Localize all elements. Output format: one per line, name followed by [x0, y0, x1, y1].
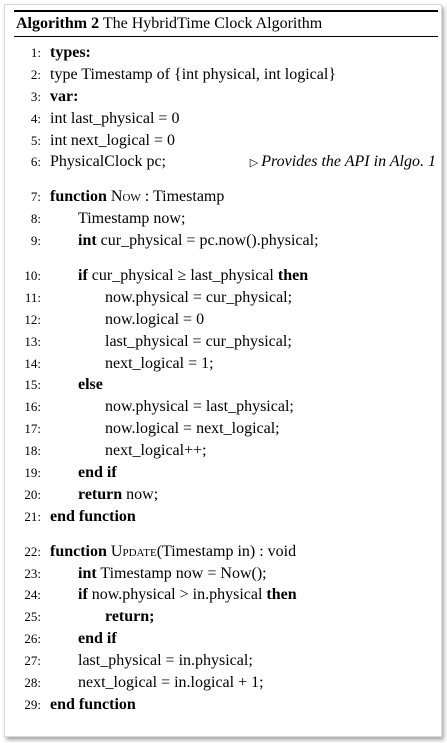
keyword: return [78, 485, 123, 503]
line-number: 18: [24, 443, 41, 459]
code-line [14, 130, 438, 152]
line-number: 25: [24, 609, 41, 625]
pseudocode-body [14, 42, 438, 716]
code-line [14, 42, 438, 64]
code-token: cur_physical ≥ last_physical [87, 267, 278, 285]
code-line [14, 506, 438, 528]
code-token: last_physical = in.physical; [78, 652, 253, 670]
code-text [78, 563, 267, 585]
keyword: int [78, 232, 97, 250]
line-number: 4: [30, 110, 41, 126]
algorithm-label: Algorithm 2 [16, 15, 100, 32]
code-token: next_logical++; [105, 442, 207, 460]
code-comment [250, 151, 436, 175]
code-line [14, 86, 438, 108]
line-number: 14: [24, 355, 41, 371]
keyword: function [50, 542, 111, 560]
keyword: end if [78, 630, 117, 648]
code-token: last_physical = cur_physical; [105, 332, 292, 350]
code-token: next_logical = 1; [105, 354, 214, 372]
code-token: Timestamp now; [78, 210, 186, 228]
keyword: types: [50, 44, 91, 61]
code-line [14, 374, 438, 396]
code-line [14, 628, 438, 650]
line-number: 3: [30, 88, 41, 104]
code-line [14, 484, 438, 506]
code-text [105, 440, 207, 462]
code-line [14, 440, 438, 462]
algorithm-box [14, 10, 438, 716]
code-line [14, 151, 438, 173]
keyword: end if [78, 464, 117, 482]
line-number: 27: [24, 653, 41, 669]
code-line [14, 64, 438, 86]
code-token: next_logical = in.logical + 1; [78, 674, 264, 692]
code-line [14, 418, 438, 440]
line-number: 2: [30, 66, 41, 82]
code-token: now.physical > in.physical [87, 586, 267, 604]
code-text [50, 541, 296, 563]
algorithm-figure [4, 4, 442, 737]
code-token: (Timestamp in) : void [156, 542, 297, 560]
keyword: int [78, 564, 97, 582]
line-number: 9: [30, 233, 41, 249]
code-text [50, 86, 78, 108]
code-text [50, 130, 175, 152]
code-token: PhysicalClock pc; [50, 153, 166, 171]
code-line [14, 541, 438, 563]
comment-triangle-icon: ▷ [249, 157, 259, 170]
keyword: then [266, 586, 297, 604]
code-line [14, 108, 438, 130]
code-token: int last_physical = 0 [50, 109, 180, 127]
code-text [50, 151, 166, 173]
line-number: 17: [24, 421, 41, 437]
line-number: 5: [30, 132, 41, 148]
code-line [14, 265, 438, 287]
line-number: 22: [24, 543, 41, 559]
line-number: 19: [24, 465, 41, 481]
line-number: 23: [24, 565, 41, 581]
algorithm-header [14, 10, 438, 37]
line-number: 20: [24, 486, 41, 502]
algorithm-title: The HybridTime Clock Algorithm [102, 15, 323, 32]
code-line [14, 230, 438, 252]
code-line [14, 650, 438, 672]
comment-text: Provides the API in Algo. 1 [261, 153, 436, 171]
code-token: now.logical = next_logical; [105, 420, 280, 438]
line-number: 29: [24, 696, 41, 712]
code-text [50, 186, 224, 208]
keyword: then [277, 267, 309, 285]
code-line [14, 606, 438, 628]
code-text [78, 462, 117, 484]
code-token: now.physical = cur_physical; [105, 288, 293, 306]
code-line [14, 353, 438, 375]
code-token: int next_logical = 0 [50, 131, 175, 149]
code-token: now; [122, 485, 159, 503]
code-line [14, 331, 438, 353]
code-line [14, 186, 438, 208]
code-text [78, 484, 158, 506]
code-token: now.physical = last_physical; [105, 398, 294, 416]
code-text [50, 108, 179, 130]
line-number: 6: [30, 154, 41, 170]
code-text [105, 287, 292, 309]
code-text [78, 208, 185, 230]
code-line [14, 672, 438, 694]
line-number: 26: [24, 631, 41, 647]
keyword: end function [50, 507, 136, 525]
keyword: end function [50, 695, 136, 713]
code-text [105, 606, 154, 628]
code-text [105, 331, 292, 353]
code-line [14, 208, 438, 230]
code-line [14, 462, 438, 484]
line-number: 12: [24, 311, 41, 327]
code-line [14, 584, 438, 606]
code-line [14, 309, 438, 331]
code-text [50, 64, 336, 86]
line-number: 15: [24, 377, 41, 393]
keyword: function [50, 188, 111, 206]
code-text [78, 265, 308, 287]
keyword: if [78, 586, 88, 604]
code-text [78, 230, 319, 252]
code-line [14, 287, 438, 309]
line-number: 16: [24, 399, 41, 415]
code-text [105, 309, 204, 331]
code-line [14, 396, 438, 418]
code-text [78, 374, 103, 396]
code-token: now.logical = 0 [105, 310, 205, 328]
code-text [50, 506, 136, 528]
line-number: 7: [30, 189, 41, 205]
line-number: 11: [24, 289, 41, 305]
code-text [105, 353, 214, 375]
line-number: 10: [24, 268, 41, 284]
keyword: else [78, 376, 103, 394]
line-number: 1: [30, 45, 41, 60]
function-name: Now [110, 188, 141, 206]
line-number: 13: [24, 333, 41, 349]
code-text [50, 694, 136, 716]
code-token: Timestamp now = Now(); [96, 564, 267, 582]
keyword: return; [105, 608, 155, 626]
code-line [14, 694, 438, 716]
code-text [78, 628, 117, 650]
keyword: var: [50, 87, 79, 105]
line-number: 24: [24, 587, 41, 603]
line-number: 8: [30, 211, 41, 227]
code-text [78, 650, 253, 672]
code-text [78, 584, 297, 606]
code-token: type Timestamp of {int physical, int logical} [50, 65, 337, 83]
code-text [78, 672, 264, 694]
code-token: cur_physical = pc.now().physical; [96, 232, 319, 250]
function-name: Update [110, 542, 157, 560]
code-text [105, 396, 294, 418]
code-line [14, 563, 438, 585]
code-token: : Timestamp [140, 188, 225, 206]
code-text [105, 418, 280, 440]
line-number: 21: [24, 508, 41, 524]
keyword: if [78, 267, 88, 285]
line-number: 28: [24, 675, 41, 691]
code-text [50, 42, 91, 64]
